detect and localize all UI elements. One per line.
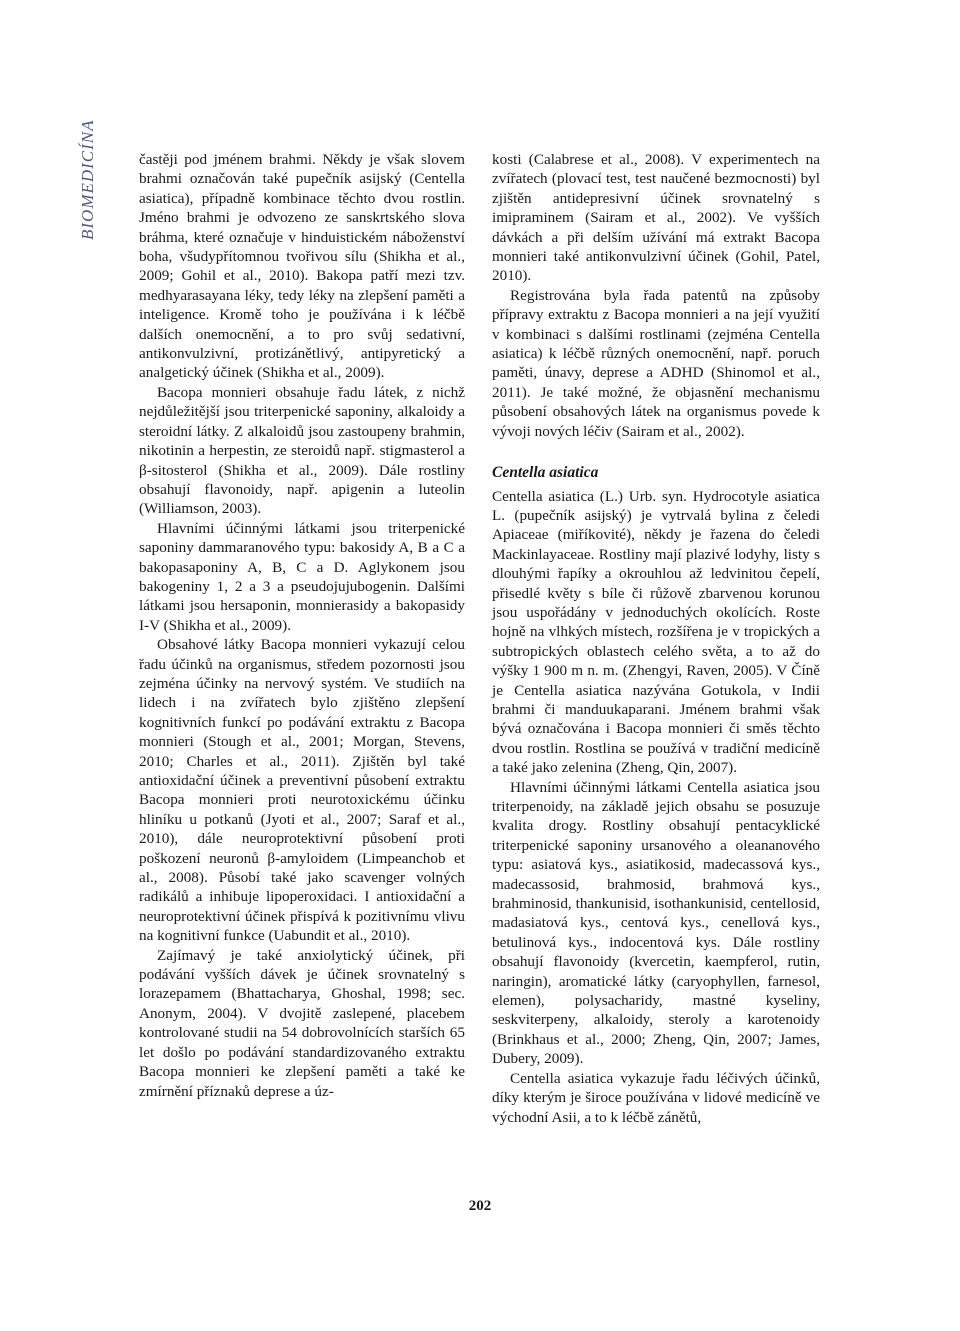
right-text-column <box>492 150 820 1127</box>
paragraph: kosti (Calabrese et al., 2008). V experimentech na zvířatech (plovací test, test naučené bezmocnosti) byl zjištěn antidepresivní účinek srovnatelný s imipraminem (Sairam et al., 2002). Ve vyšších dávkách a při delším užívání má extrakt Bacopa monnieri také antikonvulzivní účinek (Gohil, Patel, 2010). <box>492 151 820 285</box>
paragraph: Centella asiatica (L.) Urb. syn. Hydrocotyle asiatica L. (pupečník asijský) je vytrvalá bylina z čeledi Apiaceae (miříkovité), někdy je řazena do čeledi Mackinlayaceae. Rostliny mají plazivé lodyhy, listy s dlouhými řapíky a okrouhlou až ledvinitou čepelí, přisedlé květy s bíle či růžově zbarvenou korunou jsou uspořádány v jednoduchých okolících. Roste hojně na vlhkých místech, rozšířena je v tropických a subtropických oblastech celého světa, a to až do výšky 1 900 m n. m. (Zhengyi, Raven, 2005). V Číně je Centella asiatica nazývána Gotukola, v Indii brahmi či manduukaparani. Jménem brahmi však bývá označována i Bacopa monnieri či směs těchto dvou rostlin. Rostlina se používá v tradiční medicíně a také jako zelenina (Zheng, Qin, 2007). <box>492 487 820 777</box>
paragraph: Registrována byla řada patentů na způsoby přípravy extraktu z Bacopa monnieri a na její využití v kombinaci s dalšími rostlinami (zejména Centella asiatica) k léčbě různých onemocnění, např. poruch paměti, únavy, deprese a ADHD (Shinomol et al., 2011). Je také možné, že objasnění mechanismu působení obsahových látek na organismus povede k vývoji nových léčiv (Sairam et al., 2002). <box>492 286 820 440</box>
page-number: 202 <box>468 1198 492 1214</box>
paragraph: Bacopa monnieri obsahuje řadu látek, z nichž nejdůležitější jsou triterpenické saponiny, alkaloidy a steroidní látky. Z alkaloidů jsou zastoupeny brahmin, nikotinin a herpestin, ze steroidů např. stigmasterol a β-sitosterol (Shikha et al., 2009). Dále rostliny obsahují flavonoidy, např. apigenin a luteolin (Williamson, 2003). <box>139 383 465 518</box>
paragraph: Centella asiatica vykazuje řadu léčivých účinků, díky kterým je široce používána v lidové medicíně ve východní Asii, a to k léčbě zánětů, <box>492 1069 820 1126</box>
paragraph: Hlavními účinnými látkami jsou triterpenické saponiny dammaranového typu: bakosidy A, B a C a bakopasaponiny A, B, C a D. Aglykonem jsou bakogeniny 1, 2 a 3 a pseudojujubogenin. Dalšími látkami jsou hersaponin, monnierasidy a bakopasidy I-V (Shikha et al., 2009). <box>139 519 465 634</box>
left-text-column <box>139 150 465 1101</box>
paragraph: Hlavními účinnými látkami Centella asiatica jsou triterpenoidy, na základě jejich obsahu se posuzuje kvalita drogy. Rostliny obsahují pentacyklické triterpenické saponiny ursanového a oleananového typu: asiatová kys., asiatikosid, madecassová kys., madecassosid, brahmosid, brahmová kys., brahminosid, thankunisid, isothankunisid, centellosid, madasiatová kys., centová kys., cenellová kys., betulinová kys., indocentová kys. Dále rostliny obsahují flavonoidy (kvercetin, kaempferol, rutin, naringin), aromatické látky (caryophyllen, farnesol, elemen), polysacharidy, mastné kyseliny, seskviterpeny, alkaloidy, steroly a karotenoidy (Brinkhaus et al., 2000; Zheng, Qin, 2007; James, Dubery, 2009). <box>492 778 820 1068</box>
section-heading: Centella asiatica <box>492 464 599 482</box>
paragraph: Zajímavý je také anxiolytický účinek, při podávání vyšších dávek je účinek srovnatelný s lorazepamem (Bhattacharya, Ghoshal, 1998; sec. Anonym, 2004). V dvojitě zaslepené, placebem kontrolované studii na 54 dobrovolnících starších 65 let došlo po podávání standardizovaného extraktu Bacopa monnieri ke zlepšení paměti a také ke zmírnění příznaků deprese a úz- <box>139 946 465 1100</box>
paragraph: častěji pod jménem brahmi. Někdy je však slovem brahmi označován také pupečník asijský (Centella asiatica), případně kombinace těchto dvou rostlin. Jméno brahmi je odvozeno ze sanskrtského slova bráhma, které označuje v hinduistickém náboženství boha, všudypřítomnou tvořivou sílu (Shikha et al., 2009; Gohil et al., 2010). Bakopa patří mezi tzv. medhyarasayana léky, tedy léky na zlepšení paměti a inteligence. Kromě toho je používána i k léčbě dalších onemocnění, a to pro svůj sedativní, antikonvulzivní, protizánětlivý, antipyretický a analgetický účinek (Shikha et al., 2009). <box>139 151 465 382</box>
journal-section-label: BIOMEDICÍNA <box>78 119 97 240</box>
paragraph: Obsahové látky Bacopa monnieri vykazují celou řadu účinků na organismus, středem pozornosti jsou zejména účinky na nervový systém. Ve studiích na lidech i na zvířatech bylo zjištěno zlepšení kognitivních funkcí po podávání extraktu z Bacopa monnieri (Stough et al., 2001; Morgan, Stevens, 2010; Charles et al., 2011). Zjištěn byl také antioxidační účinek a preventivní působení extraktu Bacopa monnieri proti neurotoxickému účinku hliníku u potkanů (Jyoti et al., 2007; Saraf et al., 2010), dále neuroprotektivní působení proti poškození neuronů β-amyloidem (Limpeanchob et al., 2008). Působí také jako scavenger volných radikálů a inhibuje lipoperoxidaci. I antioxidační a neuroprotektivní účinek přispívá k pozitivnímu vlivu na kognitivní funkce (Uabundit et al., 2010). <box>139 636 465 945</box>
